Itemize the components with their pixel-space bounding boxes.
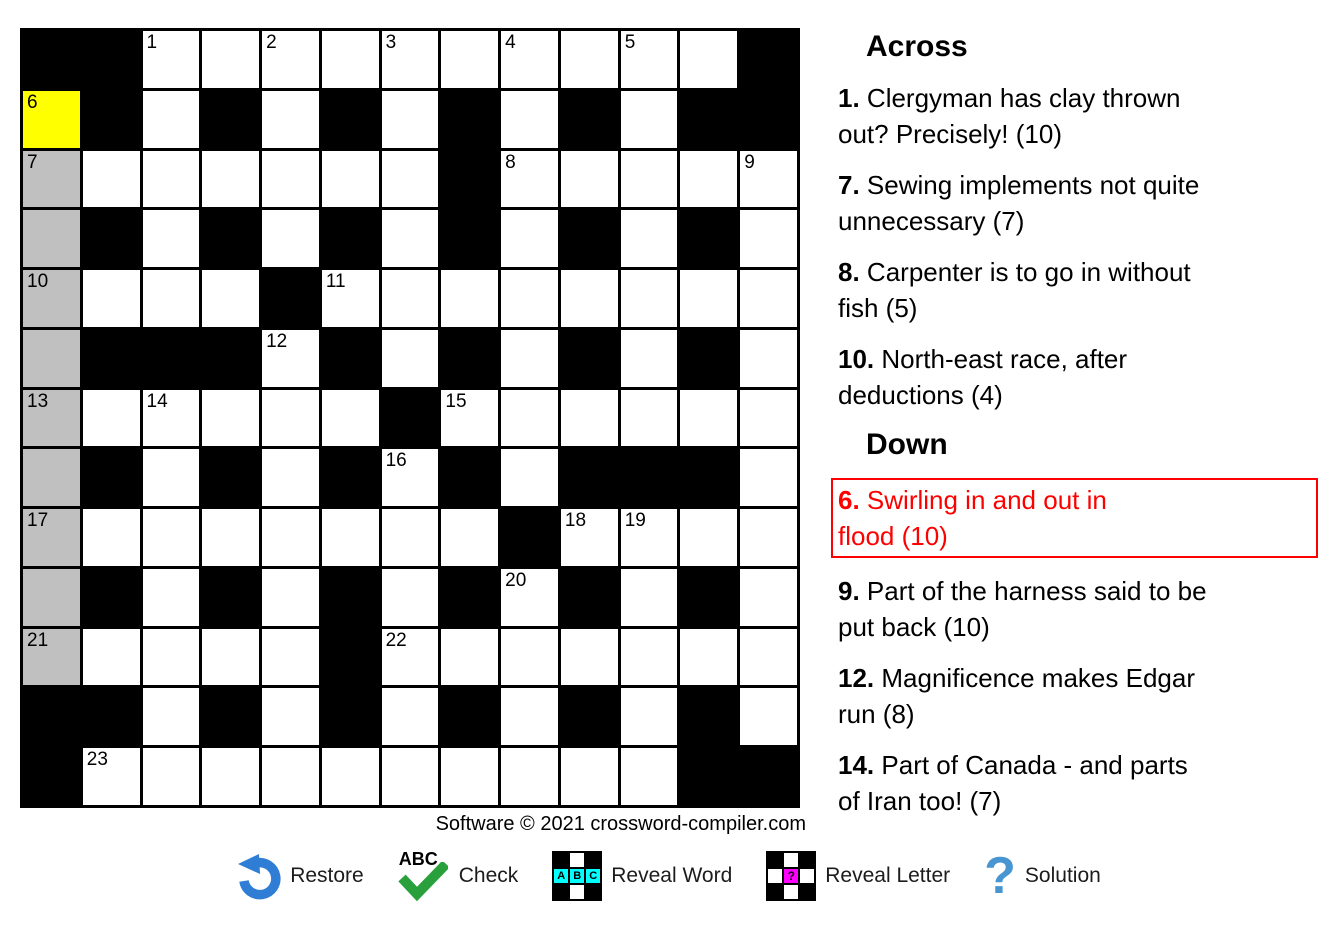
grid-cell[interactable]: [561, 151, 618, 208]
clue-across-7[interactable]: [838, 167, 1318, 239]
down-header: Down: [866, 428, 948, 461]
grid-cell-black: [23, 688, 80, 745]
grid-cell[interactable]: [621, 748, 678, 805]
grid-cell[interactable]: [621, 629, 678, 686]
grid-cell[interactable]: [501, 31, 558, 88]
clue-number: 10.: [838, 344, 875, 374]
grid-cell[interactable]: [501, 688, 558, 745]
grid-cell[interactable]: [322, 270, 379, 327]
grid-cell[interactable]: [621, 210, 678, 267]
grid-cell-black: [322, 210, 379, 267]
grid-cell[interactable]: [382, 91, 439, 148]
grid-cell[interactable]: [441, 31, 498, 88]
cell-number: 1: [146, 32, 158, 53]
grid-cell-black: [680, 91, 737, 148]
grid-cell[interactable]: [680, 509, 737, 566]
grid-cell[interactable]: [621, 330, 678, 387]
grid-cell[interactable]: [83, 509, 140, 566]
clue-text: fish (5): [838, 293, 918, 323]
clue-down-9[interactable]: [838, 573, 1318, 645]
grid-cell-black: [202, 449, 259, 506]
grid-cell[interactable]: [382, 151, 439, 208]
grid-cell[interactable]: [83, 151, 140, 208]
check-label: Check: [458, 864, 519, 887]
grid-cell-black: [561, 210, 618, 267]
cell-number: 6: [27, 91, 38, 113]
grid-cell-black: [202, 91, 259, 148]
grid-cell[interactable]: [382, 629, 439, 686]
grid-cell[interactable]: [680, 390, 737, 447]
cell-number: 12: [266, 330, 288, 352]
across-header: Across: [866, 30, 968, 63]
grid-cell-black: [202, 688, 259, 745]
crossword-grid: [20, 28, 800, 808]
grid-cell-black: [740, 748, 797, 805]
grid-cell-black: [23, 748, 80, 805]
grid-cell[interactable]: [740, 390, 797, 447]
grid-cell[interactable]: [202, 31, 259, 88]
grid-cell[interactable]: [262, 629, 319, 686]
grid-cell[interactable]: [561, 390, 618, 447]
grid-cell-black: [680, 569, 737, 626]
grid-cell[interactable]: [501, 330, 558, 387]
clue-across-1[interactable]: [838, 80, 1318, 152]
grid-cell-black: [83, 449, 140, 506]
grid-cell[interactable]: [23, 569, 80, 626]
grid-cell[interactable]: [262, 569, 319, 626]
grid-cell[interactable]: [621, 31, 678, 88]
clue-down-12[interactable]: [838, 660, 1318, 732]
grid-cell-black: [680, 210, 737, 267]
clue-text: Magnificence makes Edgar: [881, 663, 1195, 693]
grid-cell[interactable]: [561, 509, 618, 566]
cell-number: 5: [624, 32, 636, 53]
grid-cell[interactable]: [143, 509, 200, 566]
grid-cell[interactable]: [382, 31, 439, 88]
grid-cell[interactable]: [621, 91, 678, 148]
grid-cell[interactable]: [441, 390, 498, 447]
grid-cell[interactable]: [621, 390, 678, 447]
clue-text: out? Precisely! (10): [838, 119, 1062, 149]
grid-cell-black: [680, 688, 737, 745]
grid-cell[interactable]: [501, 629, 558, 686]
grid-cell[interactable]: [501, 210, 558, 267]
grid-cell[interactable]: [202, 270, 259, 327]
cell-number: 7: [27, 151, 38, 173]
reveal-letter-button[interactable]: [766, 851, 950, 901]
grid-cell[interactable]: [202, 629, 259, 686]
restore-button[interactable]: [235, 850, 364, 902]
grid-cell[interactable]: [501, 569, 558, 626]
grid-cell[interactable]: [262, 330, 319, 387]
grid-cell[interactable]: [382, 748, 439, 805]
grid-cell[interactable]: [501, 449, 558, 506]
cell-number: 20: [505, 569, 527, 591]
grid-cell[interactable]: [740, 569, 797, 626]
grid-cell-black: [561, 688, 618, 745]
clue-text: unnecessary (7): [838, 206, 1025, 236]
grid-cell[interactable]: [740, 449, 797, 506]
clue-text: deductions (4): [838, 380, 1003, 410]
cell-number: 10: [27, 271, 49, 293]
grid-cell[interactable]: [441, 748, 498, 805]
grid-cell[interactable]: [23, 390, 80, 447]
grid-cell[interactable]: [262, 390, 319, 447]
clue-panel: [838, 26, 1318, 834]
grid-cell-black: [143, 330, 200, 387]
clue-text: Swirling in and out in: [866, 485, 1107, 515]
grid-cell[interactable]: [561, 748, 618, 805]
grid-cell-black: [680, 748, 737, 805]
grid-cell[interactable]: [23, 91, 80, 148]
clue-down-14[interactable]: [838, 747, 1318, 819]
grid-cell[interactable]: [143, 151, 200, 208]
grid-cell[interactable]: [382, 569, 439, 626]
grid-cell-black: [83, 210, 140, 267]
toolbar: [0, 845, 1336, 907]
grid-cell[interactable]: [322, 151, 379, 208]
cell-number: 22: [385, 629, 407, 651]
cell-number: 9: [744, 151, 755, 173]
grid-cell[interactable]: [740, 151, 797, 208]
cell-number: 19: [624, 510, 646, 532]
grid-cell-black: [202, 330, 259, 387]
grid-cell-black: [441, 569, 498, 626]
clue-number: 8.: [838, 257, 860, 287]
grid-cell-black: [322, 449, 379, 506]
grid-cell[interactable]: [382, 270, 439, 327]
grid-cell[interactable]: [143, 91, 200, 148]
cell-number: 4: [505, 32, 516, 53]
clue-text: Carpenter is to go in without: [866, 257, 1191, 287]
clue-text: of Iran too! (7): [838, 786, 1002, 816]
cell-number: 3: [385, 32, 397, 53]
clue-down-6-selected[interactable]: [831, 478, 1318, 558]
grid-cell[interactable]: [83, 390, 140, 447]
clue-number: 1.: [838, 83, 860, 113]
grid-cell[interactable]: [23, 210, 80, 267]
grid-cell[interactable]: [680, 270, 737, 327]
grid-cell[interactable]: [621, 151, 678, 208]
clue-text: Sewing implements not quite: [866, 170, 1200, 200]
grid-cell[interactable]: [740, 330, 797, 387]
grid-cell[interactable]: [262, 688, 319, 745]
check-icon: [398, 850, 450, 902]
grid-cell-black: [680, 449, 737, 506]
grid-cell-black: [322, 330, 379, 387]
grid-cell[interactable]: [202, 509, 259, 566]
grid-cell-black: [83, 688, 140, 745]
grid-cell[interactable]: [441, 629, 498, 686]
grid-cell[interactable]: [621, 509, 678, 566]
grid-cell-black: [322, 688, 379, 745]
grid-cell-black: [441, 449, 498, 506]
grid-cell[interactable]: [441, 270, 498, 327]
grid-cell[interactable]: [262, 509, 319, 566]
grid-cell-black: [382, 390, 439, 447]
reveal-letter-label: Reveal Letter: [825, 864, 951, 887]
grid-cell-black: [83, 569, 140, 626]
grid-cell[interactable]: [262, 91, 319, 148]
abc-text: ABC: [398, 849, 438, 869]
grid-cell-black: [561, 569, 618, 626]
grid-cell[interactable]: [202, 151, 259, 208]
green-checkmark-icon: [398, 862, 448, 902]
grid-cell[interactable]: [621, 270, 678, 327]
grid-cell[interactable]: [143, 390, 200, 447]
grid-cell[interactable]: [621, 569, 678, 626]
solution-button[interactable]: [984, 847, 1101, 905]
grid-cell[interactable]: [621, 688, 678, 745]
grid-cell[interactable]: [322, 31, 379, 88]
cell-number: 18: [564, 510, 587, 532]
grid-cell[interactable]: [561, 270, 618, 327]
clue-across-10[interactable]: [838, 341, 1318, 413]
restore-label: Restore: [290, 864, 364, 887]
clue-number: 6.: [838, 485, 860, 515]
grid-cell[interactable]: [740, 688, 797, 745]
grid-cell-black: [740, 31, 797, 88]
grid-cell[interactable]: [202, 748, 259, 805]
grid-cell-black: [441, 151, 498, 208]
grid-cell[interactable]: [23, 629, 80, 686]
grid-cell[interactable]: [143, 569, 200, 626]
clue-text: put back (10): [838, 612, 990, 642]
grid-cell[interactable]: [143, 688, 200, 745]
grid-cell-black: [680, 330, 737, 387]
grid-cell-black: [740, 91, 797, 148]
grid-cell[interactable]: [680, 31, 737, 88]
clue-number: 9.: [838, 576, 860, 606]
cell-number: 13: [27, 390, 49, 412]
grid-cell[interactable]: [83, 270, 140, 327]
grid-cell[interactable]: [561, 629, 618, 686]
grid-cell[interactable]: [23, 509, 80, 566]
grid-cell-black: [23, 31, 80, 88]
grid-cell[interactable]: [262, 210, 319, 267]
grid-cell[interactable]: [740, 270, 797, 327]
grid-cell-black: [561, 91, 618, 148]
clue-text: Clergyman has clay thrown: [866, 83, 1181, 113]
grid-cell[interactable]: [262, 748, 319, 805]
cell-number: 15: [445, 390, 467, 412]
grid-cell-black: [322, 629, 379, 686]
clue-across-8[interactable]: [838, 254, 1318, 326]
clue-text: run (8): [838, 699, 915, 729]
grid-cell[interactable]: [382, 330, 439, 387]
grid-cell[interactable]: [143, 748, 200, 805]
grid-cell-black: [441, 210, 498, 267]
clue-text: flood (10): [838, 521, 948, 551]
grid-cell[interactable]: [143, 270, 200, 327]
clue-text: Part of Canada - and parts: [881, 750, 1188, 780]
grid-cell-black: [441, 688, 498, 745]
grid-cell-black: [561, 330, 618, 387]
cell-number: 16: [385, 450, 407, 472]
clue-number: 12.: [838, 663, 875, 693]
icon-question-cell: ?: [784, 869, 798, 883]
grid-cell[interactable]: [382, 509, 439, 566]
grid-cell[interactable]: [143, 629, 200, 686]
grid-cell-black: [202, 210, 259, 267]
icon-letter-b: B: [570, 869, 584, 883]
grid-cell[interactable]: [680, 151, 737, 208]
grid-cell[interactable]: [83, 629, 140, 686]
cell-number: 17: [27, 510, 49, 532]
check-button[interactable]: [398, 850, 519, 902]
grid-cell[interactable]: [382, 210, 439, 267]
grid-cell[interactable]: [501, 151, 558, 208]
grid-cell[interactable]: [322, 390, 379, 447]
cell-number: 23: [86, 749, 108, 771]
grid-cell[interactable]: [501, 270, 558, 327]
grid-cell[interactable]: [23, 449, 80, 506]
grid-cell-black: [441, 91, 498, 148]
icon-letter-c: C: [586, 869, 600, 883]
grid-cell-black: [322, 569, 379, 626]
clue-number: 14.: [838, 750, 875, 780]
cell-number: 11: [325, 271, 346, 293]
grid-cell[interactable]: [441, 509, 498, 566]
grid-cell-black: [501, 509, 558, 566]
clue-text: Part of the harness said to be: [866, 576, 1207, 606]
grid-cell-black: [202, 569, 259, 626]
grid-cell[interactable]: [202, 390, 259, 447]
cell-number: 8: [505, 151, 516, 173]
grid-cell[interactable]: [23, 270, 80, 327]
grid-cell[interactable]: [501, 91, 558, 148]
grid-cell-black: [83, 91, 140, 148]
grid-cell[interactable]: [740, 210, 797, 267]
grid-cell-black: [262, 270, 319, 327]
reveal-word-icon: [552, 851, 602, 901]
grid-cell[interactable]: [740, 509, 797, 566]
copyright-text: Software © 2021 crossword-compiler.com: [435, 813, 806, 835]
grid-cell-black: [83, 330, 140, 387]
cell-number: 21: [27, 629, 49, 651]
grid-cell[interactable]: [680, 629, 737, 686]
grid-cell[interactable]: [262, 31, 319, 88]
grid-cell[interactable]: [322, 748, 379, 805]
grid-cell[interactable]: [740, 629, 797, 686]
grid-cell[interactable]: [322, 509, 379, 566]
solution-label: Solution: [1024, 864, 1101, 887]
grid-cell[interactable]: [382, 688, 439, 745]
grid-cell[interactable]: [501, 748, 558, 805]
grid-cell[interactable]: [501, 390, 558, 447]
grid-cell[interactable]: [382, 449, 439, 506]
clue-text: North-east race, after: [881, 344, 1128, 374]
grid-cell[interactable]: [143, 31, 200, 88]
grid-cell[interactable]: [143, 449, 200, 506]
cell-number: 2: [266, 32, 277, 53]
grid-cell-black: [621, 449, 678, 506]
reveal-word-label: Reveal Word: [611, 864, 733, 887]
grid-cell[interactable]: [83, 748, 140, 805]
clue-number: 7.: [838, 170, 860, 200]
reveal-letter-icon: [766, 851, 816, 901]
reveal-word-button[interactable]: [552, 851, 732, 901]
grid-cell-black: [561, 449, 618, 506]
restore-icon: [235, 850, 281, 902]
solution-question-icon: ?: [984, 847, 1016, 905]
grid-cell-black: [322, 91, 379, 148]
icon-letter-a: A: [554, 869, 568, 883]
grid-cell[interactable]: [23, 330, 80, 387]
grid-cell-black: [83, 31, 140, 88]
grid-cell[interactable]: [262, 151, 319, 208]
grid-cell[interactable]: [561, 31, 618, 88]
grid-cell[interactable]: [262, 449, 319, 506]
grid-cell[interactable]: [143, 210, 200, 267]
grid-cell[interactable]: [23, 151, 80, 208]
cell-number: 14: [146, 390, 168, 412]
grid-cell-black: [441, 330, 498, 387]
